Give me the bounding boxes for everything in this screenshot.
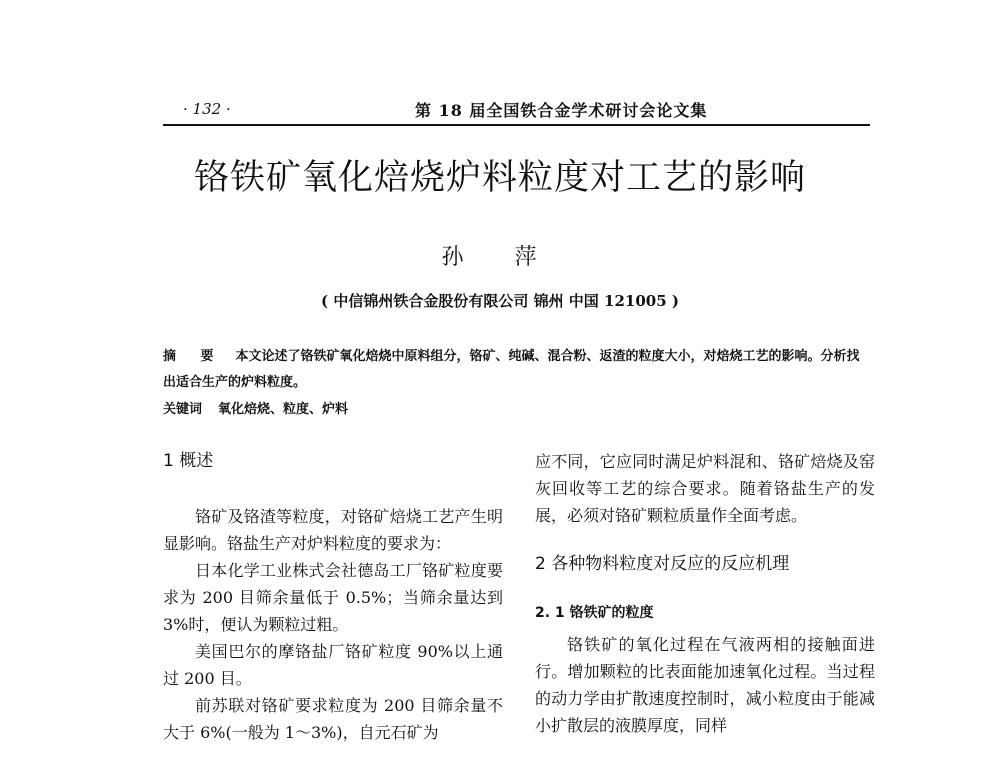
keywords-text: 氧化焙烧、粒度、炉料 <box>218 402 349 417</box>
section-1-heading: 1 概述 <box>163 451 214 471</box>
keywords-label: 关键词 <box>163 402 203 417</box>
page-number: · 132 · <box>183 100 231 118</box>
subsection-2-1-heading: 2. 1 铬铁矿的粒度 <box>535 605 654 621</box>
keywords <box>163 398 870 417</box>
running-header <box>163 98 870 126</box>
paragraph: 日本化学工业株式会社德岛工厂铬矿粒度要求为 200 目筛余量低于 0.5%；当筛余量达到 3%时，便认为颗粒过粗。 <box>163 561 503 634</box>
section-2-heading: 2 各种物料粒度对反应的反应机理 <box>535 554 790 574</box>
abstract <box>163 344 870 396</box>
paragraph: 铬矿及铬渣等粒度，对铬矿焙烧工艺产生明显影响。铬盐生产对炉料粒度的要求为： <box>163 507 503 553</box>
author: 孙 萍 <box>441 245 559 270</box>
paragraph: 美国巴尔的摩铬盐厂铬矿粒度 90%以上通过 200 目。 <box>163 642 503 688</box>
journal-title: 第 18 届全国铁合金学术研讨会论文集 <box>415 101 708 120</box>
right-column <box>535 448 875 739</box>
paragraph: 前苏联对铬矿要求粒度为 200 目筛余量不大于 6%(一般为 1～3%)，自元石矿为 <box>163 696 503 742</box>
affiliation: ( 中信锦州铁合金股份有限公司 锦州 中国 121005 ) <box>321 292 679 310</box>
paragraph: 应不同，它应同时满足炉料混和、铬矿焙烧及窑灰回收等工艺的综合要求。随着铬盐生产的发展，必须对铬矿颗粒质量作全面考虑。 <box>535 452 875 525</box>
paragraph: 铬铁矿的氧化过程在气液两相的接触面进行。增加颗粒的比表面能加速氧化过程。当过程的动力学由扩散速度控制时，减小粒度由于能减小扩散层的液膜厚度，同样 <box>535 635 875 735</box>
left-column <box>163 448 503 746</box>
abstract-text: 本文论述了铬铁矿氧化焙烧中原料组分，铬矿、纯碱、混合粉、返渣的粒度大小，对焙烧工艺的影响。分析找出适合生产的炉料粒度。 <box>163 349 860 390</box>
paper-title: 铬铁矿氧化焙烧炉料粒度对工艺的影响 <box>193 158 806 198</box>
abstract-label: 摘 要 <box>163 349 224 364</box>
